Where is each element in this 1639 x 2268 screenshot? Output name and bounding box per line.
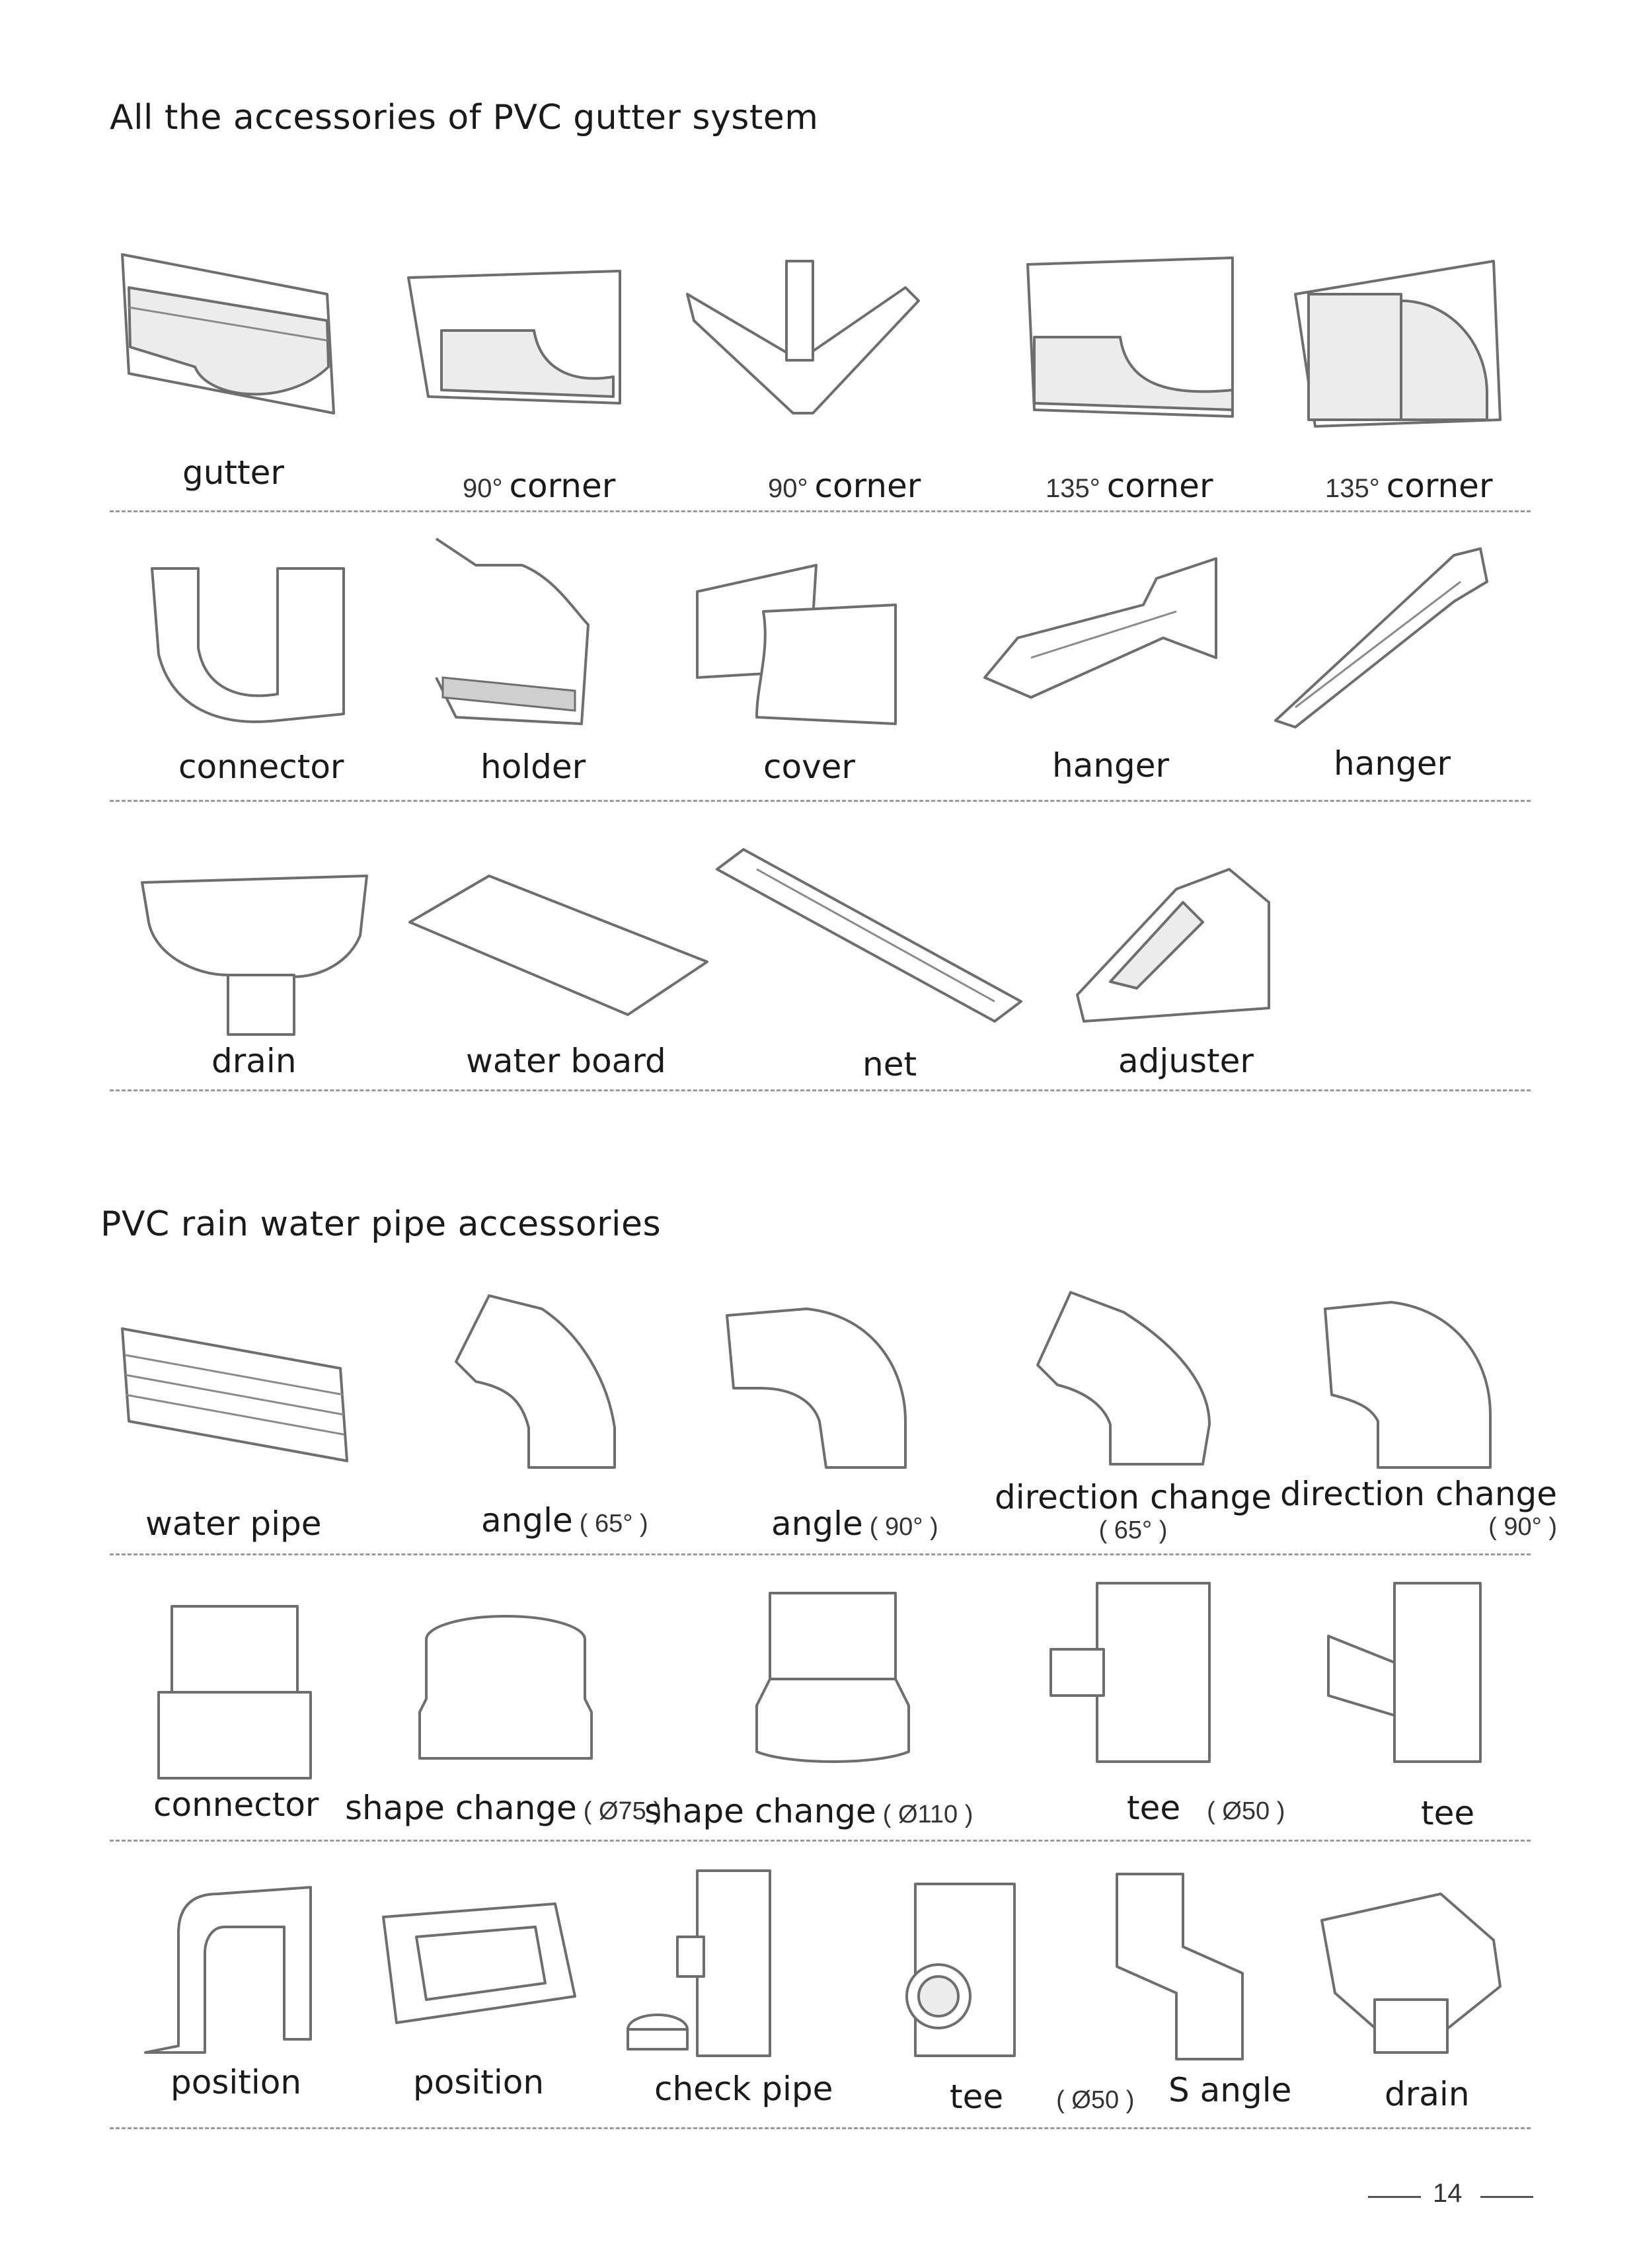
adjuster-label: adjuster xyxy=(1118,1042,1254,1080)
row-divider xyxy=(110,1553,1531,1555)
gutter-drain-icon xyxy=(135,863,373,1041)
pipe-connector-icon xyxy=(152,1600,317,1785)
row-divider xyxy=(110,1089,1531,1091)
row-divider xyxy=(110,2127,1531,2129)
position-clip-icon xyxy=(139,1881,324,2059)
check-pipe-label: check pipe xyxy=(654,2070,833,2108)
pipe-drain-icon xyxy=(1315,1887,1513,2059)
direction-change-65-icon xyxy=(1031,1292,1223,1471)
hanger-icon xyxy=(978,545,1216,704)
corner-90-outer-icon xyxy=(681,261,925,420)
adjuster-icon xyxy=(1071,863,1282,1028)
connector-label: connector xyxy=(153,1785,319,1824)
tee-label: tee ( Ø50 ) xyxy=(1127,1789,1285,1827)
check-pipe-icon xyxy=(625,1864,810,2062)
hanger-long-icon xyxy=(1269,542,1500,734)
page-number-line xyxy=(1368,2196,1421,2198)
direction-change-90-icon xyxy=(1318,1302,1497,1474)
tee-icon xyxy=(1322,1577,1487,1768)
corner-label: 135° corner xyxy=(1325,467,1493,505)
page-number xyxy=(1368,2179,1533,2212)
angle-90-icon xyxy=(720,1302,912,1474)
angle-label: angle ( 90° ) xyxy=(771,1505,938,1543)
direction-change-label: direction change ( 65° ) xyxy=(995,1478,1272,1544)
water-board-label: water board xyxy=(466,1042,666,1080)
net-icon xyxy=(717,849,1021,1021)
shape-change-label: shape change ( Ø75 ) xyxy=(345,1789,662,1827)
connector-label: connector xyxy=(178,748,344,786)
row-divider xyxy=(110,1840,1531,1842)
corner-135-outer-icon xyxy=(1289,261,1507,433)
end-cover-icon xyxy=(677,565,902,724)
corner-135-inner-icon xyxy=(1021,251,1239,423)
page-number-line xyxy=(1480,2196,1533,2198)
hanger-label: hanger xyxy=(1052,746,1170,785)
position-label: position xyxy=(413,2063,545,2101)
angle-65-icon xyxy=(449,1296,621,1474)
direction-change-label: direction change ( 90° ) xyxy=(1280,1475,1558,1541)
shape-change-label: shape change ( Ø110 ) xyxy=(644,1792,973,1830)
water-board-icon xyxy=(410,876,707,1021)
holder-label: holder xyxy=(480,748,586,786)
page-number-text: 14 xyxy=(1433,2179,1463,2208)
s-angle-icon xyxy=(1110,1867,1249,2066)
shape-change-75-icon xyxy=(413,1613,598,1765)
gutter-label: gutter xyxy=(182,453,284,492)
cover-label: cover xyxy=(763,748,855,786)
water-pipe-label: water pipe xyxy=(145,1505,322,1543)
s-angle-label: S angle xyxy=(1168,2071,1292,2109)
position-ring-icon xyxy=(370,1891,582,2036)
gutter-connector-icon xyxy=(145,555,350,734)
position-label: position xyxy=(171,2063,302,2101)
corner-90-inner-icon xyxy=(402,271,627,410)
pipe-section-title: PVC rain water pipe accessories xyxy=(100,1204,662,1244)
corner-label: 90° corner xyxy=(463,467,616,505)
angle-label: angle ( 65° ) xyxy=(481,1501,648,1540)
corner-label: 135° corner xyxy=(1046,467,1213,505)
drain-label: drain xyxy=(211,1042,297,1080)
tee-round-icon xyxy=(902,1877,1021,2062)
net-label: net xyxy=(862,1045,917,1083)
drain-label: drain xyxy=(1385,2075,1470,2113)
row-divider xyxy=(110,510,1531,512)
tee-label: tee xyxy=(1421,1794,1475,1832)
gutter-section-title: All the accessories of PVC gutter system xyxy=(110,98,819,137)
shape-change-110-icon xyxy=(750,1586,915,1765)
corner-label: 90° corner xyxy=(768,467,921,505)
hanger-label: hanger xyxy=(1334,744,1451,783)
water-pipe-icon xyxy=(116,1322,354,1467)
row-divider xyxy=(110,800,1531,802)
gutter-icon xyxy=(116,248,340,420)
holder-icon xyxy=(423,539,601,730)
tee-label: tee ( Ø50 ) xyxy=(950,2078,1135,2116)
tee-50-icon xyxy=(1044,1577,1223,1768)
